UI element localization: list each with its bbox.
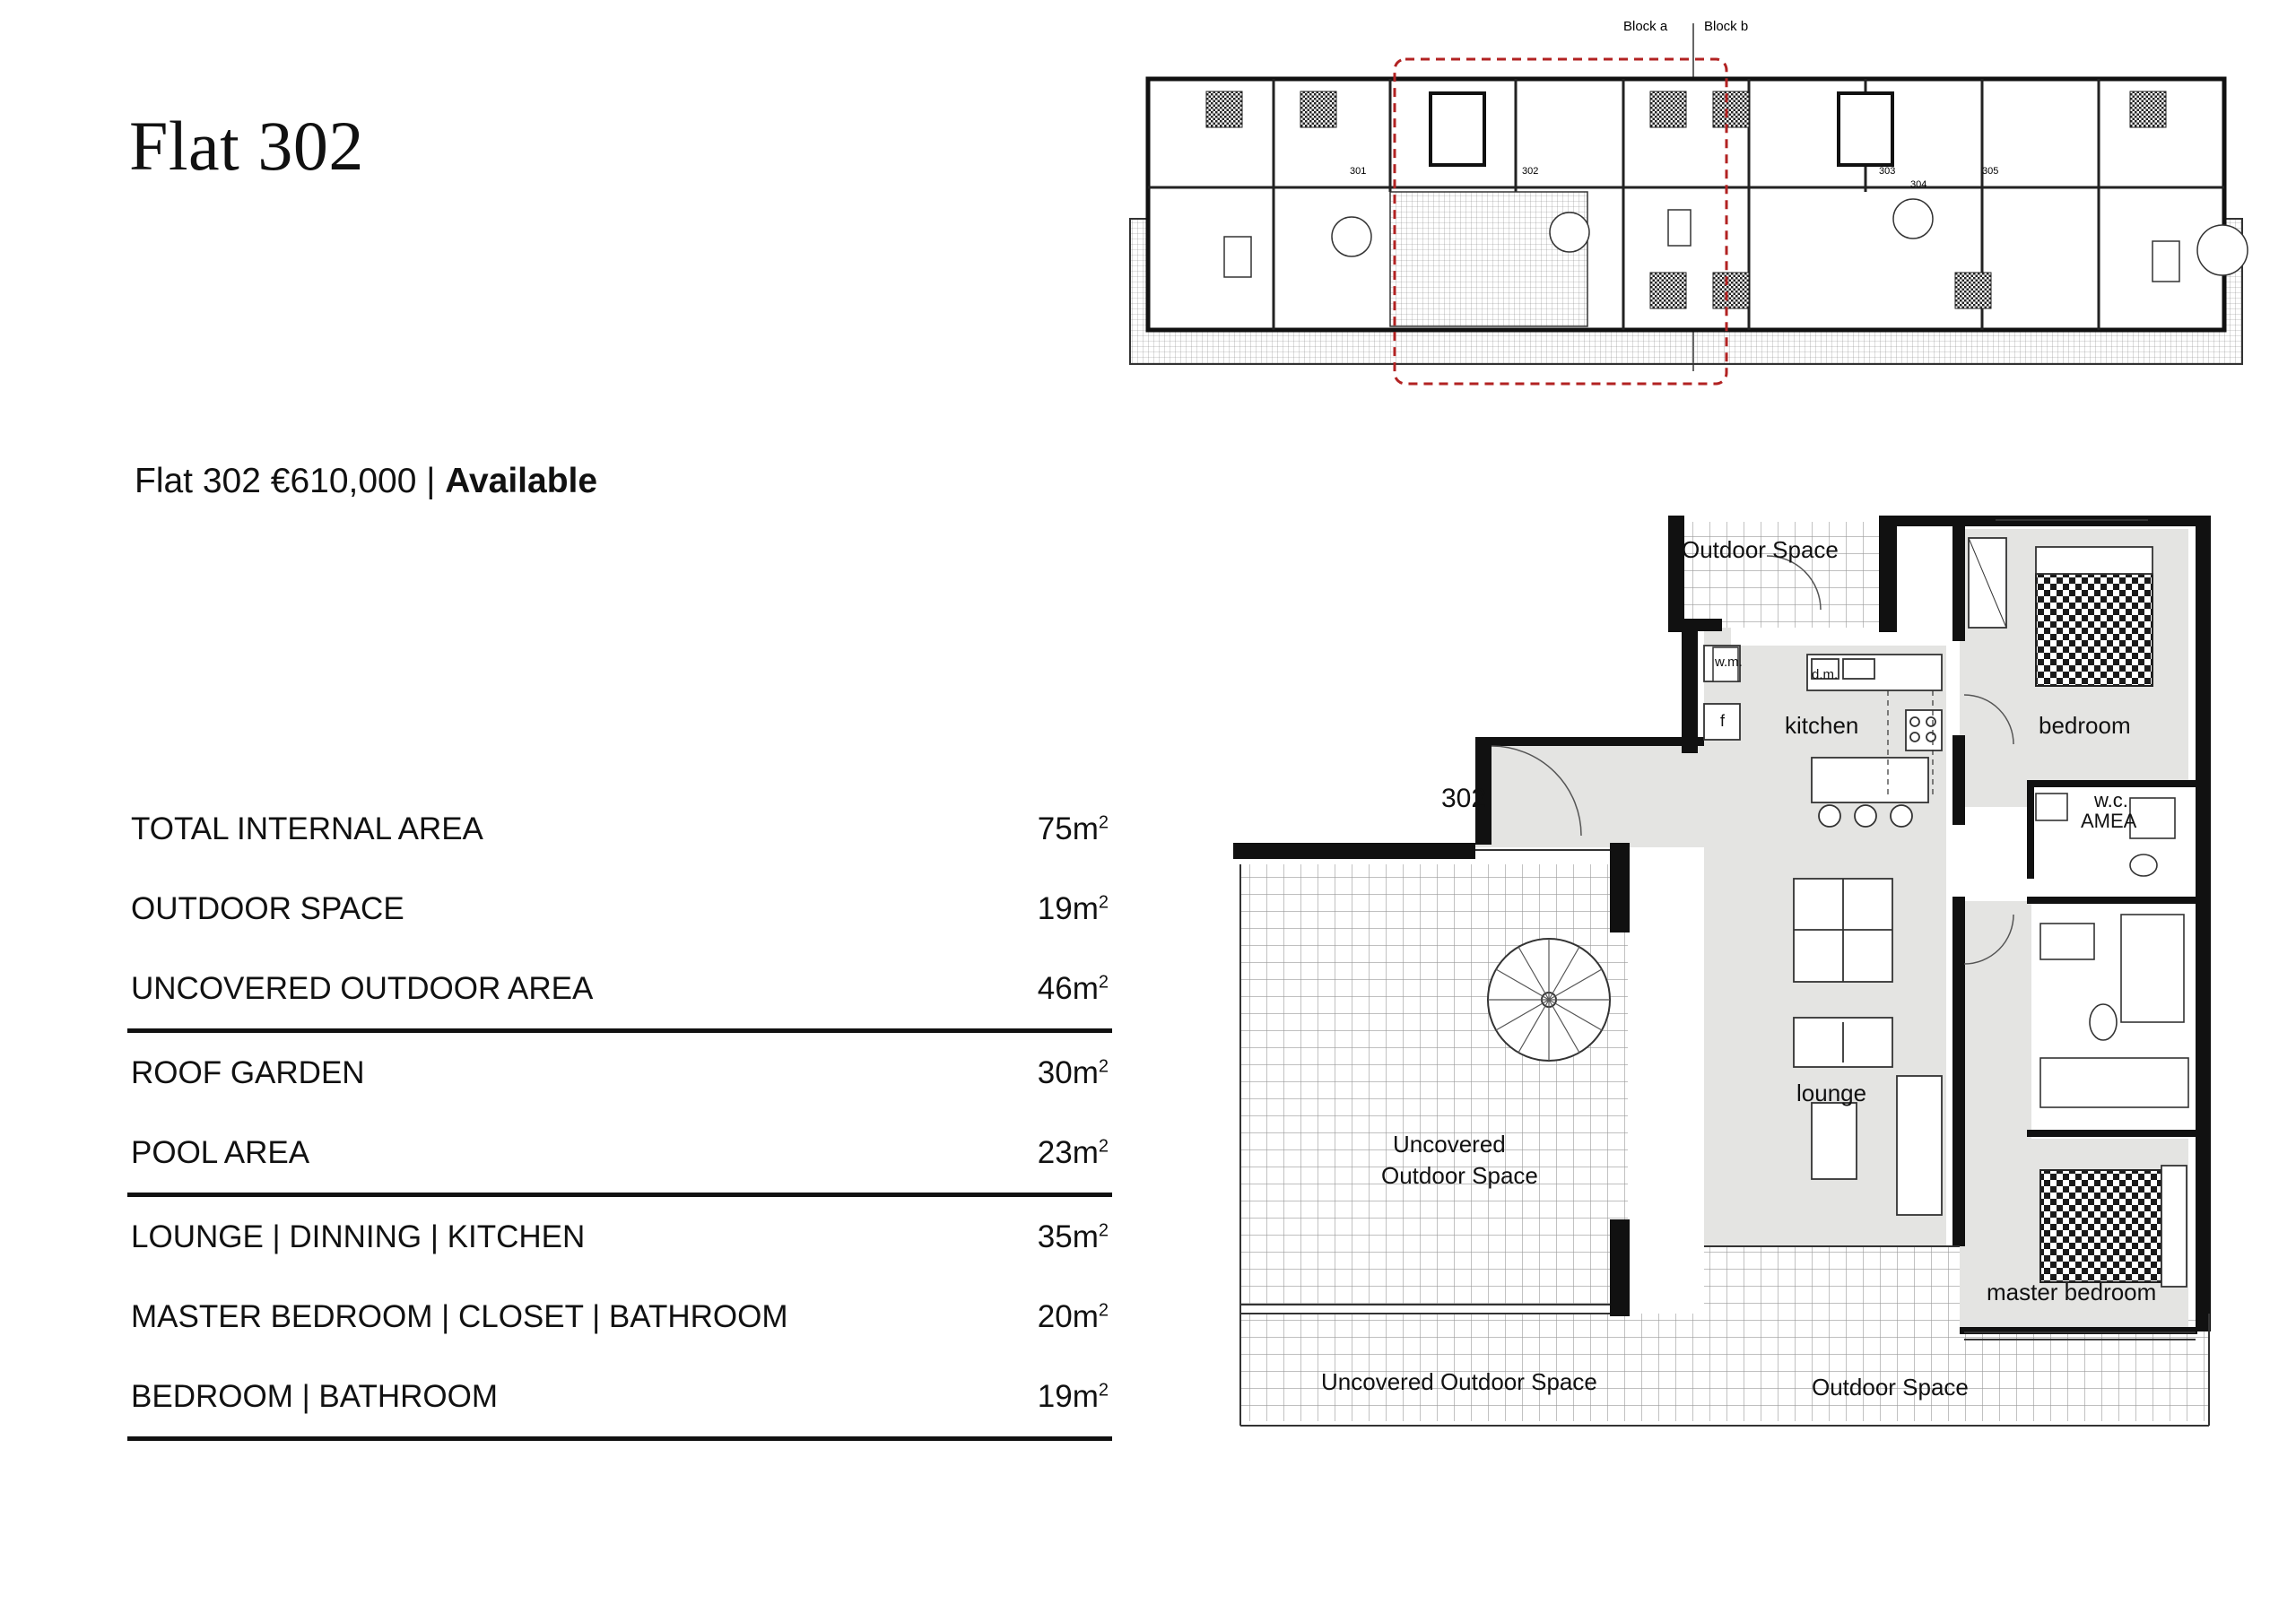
- section-divider: [127, 1436, 1112, 1441]
- keyplan-unit-302: 302: [1522, 166, 1539, 177]
- area-value: $19m^2$: [1037, 1378, 1109, 1414]
- block-a-label: Block a: [1623, 19, 1668, 34]
- area-label: ROOF GARDEN: [131, 1054, 365, 1090]
- keyplan-unit-304: 304: [1910, 179, 1927, 190]
- area-value: $46m^2$: [1037, 970, 1109, 1006]
- area-row: [127, 789, 1112, 869]
- keyplan-unit-305: 305: [1982, 166, 1999, 177]
- area-label: BEDROOM | BATHROOM: [131, 1378, 499, 1414]
- area-label: POOL AREA: [131, 1134, 310, 1170]
- area-row: [127, 949, 1112, 1028]
- area-label: LOUNGE | DINNING | KITCHEN: [131, 1219, 586, 1254]
- bed: [2036, 574, 2152, 686]
- room-label-wc: w.c.: [2094, 789, 2128, 811]
- label-dm: d.m.: [1812, 667, 1839, 682]
- area-label: UNCOVERED OUTDOOR AREA: [131, 970, 594, 1006]
- area-row: [127, 1197, 1112, 1277]
- area-row: [127, 869, 1112, 949]
- room-label-outdoor-space-top: Outdoor Space: [1682, 536, 1839, 563]
- room-label-outdoor-space-bottom: Outdoor Space: [1812, 1374, 1969, 1401]
- block-b-label: Block b: [1704, 19, 1749, 34]
- room-label-bedroom: bedroom: [2039, 712, 2131, 739]
- area-value: $75m^2$: [1037, 811, 1109, 846]
- uncovered-outdoor-area: [1240, 864, 1628, 1304]
- area-row: [127, 1357, 1112, 1436]
- floor-plan: [1215, 502, 2229, 1453]
- area-value: $23m^2$: [1037, 1134, 1109, 1170]
- price-text: Flat 302 €610,000 |: [135, 462, 446, 500]
- label-wm: w.m.: [1715, 655, 1743, 670]
- area-row: [127, 1033, 1112, 1113]
- area-label: OUTDOOR SPACE: [131, 890, 404, 926]
- area-label: TOTAL INTERNAL AREA: [131, 811, 483, 846]
- price-line: [135, 462, 597, 501]
- availability-status: Available: [445, 462, 598, 500]
- key-plan: [1121, 13, 2251, 389]
- keyplan-unit-301: 301: [1350, 166, 1367, 177]
- dining-table: [1794, 879, 1892, 982]
- label-f: f: [1720, 712, 1726, 730]
- area-label: MASTER BEDROOM | CLOSET | BATHROOM: [131, 1298, 788, 1334]
- room-label-master-bedroom: master bedroom: [1987, 1279, 2157, 1305]
- room-label-lounge: lounge: [1796, 1080, 1867, 1106]
- spiral-staircase: [1488, 939, 1610, 1061]
- room-label-kitchen: kitchen: [1785, 712, 1859, 739]
- master-bed: [2040, 1170, 2161, 1282]
- area-value: $20m^2$: [1037, 1298, 1109, 1334]
- area-value: $19m^2$: [1037, 890, 1109, 926]
- page-title: Flat 302: [129, 107, 364, 185]
- keyplan-unit-303: 303: [1879, 166, 1896, 177]
- area-value: $35m^2$: [1037, 1219, 1109, 1254]
- area-row: [127, 1277, 1112, 1357]
- unit-number: 302: [1441, 784, 1487, 813]
- area-table: [127, 789, 1112, 1441]
- room-label-amea: AMEA: [2081, 810, 2137, 832]
- room-label-uncovered-bottom: Uncovered Outdoor Space: [1321, 1368, 1597, 1395]
- room-label-uncovered: Uncovered: [1393, 1131, 1506, 1158]
- area-row: [127, 1113, 1112, 1193]
- room-label-uncovered-outdoor: Outdoor Space: [1381, 1162, 1538, 1189]
- area-value: $30m^2$: [1037, 1054, 1109, 1090]
